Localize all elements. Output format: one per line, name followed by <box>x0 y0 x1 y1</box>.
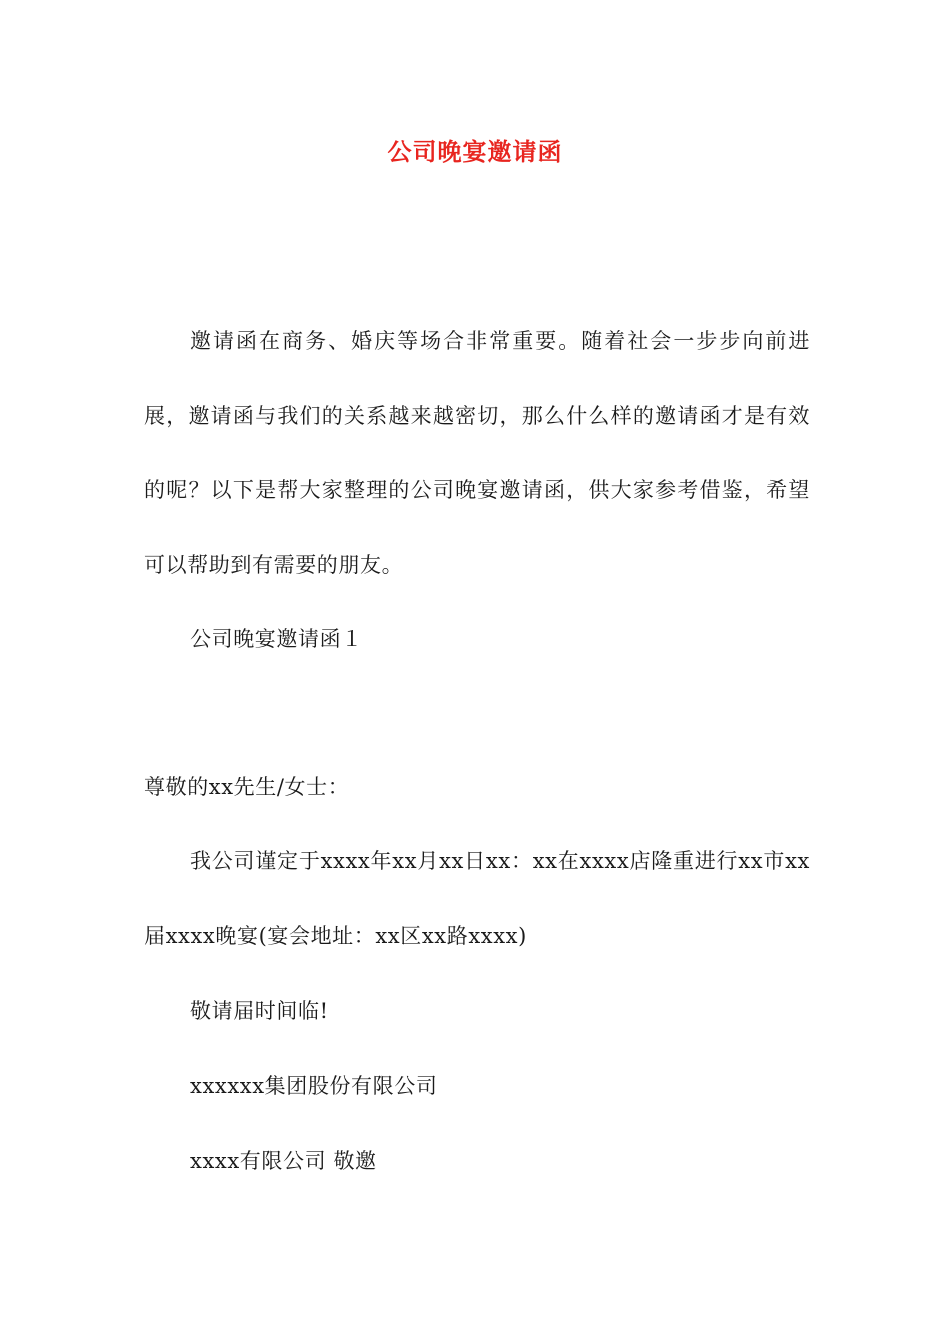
signature-block-1 <box>144 1049 810 1124</box>
signature-company-2: xxxx有限公司 敬邀 <box>190 1149 377 1173</box>
invitation-block <box>144 824 810 973</box>
signature-block-2 <box>144 1124 810 1199</box>
salutation-text: 尊敬的xx先生/女士： <box>144 775 350 799</box>
invitation-text: 我公司谨定于xxxx年xx月xx日xx：xx在xxxx店隆重进行xx市xx届xxxx晚宴(宴会地址：xx区xx路xxxx) <box>144 849 810 948</box>
intro-paragraph: 邀请函在商务、婚庆等场合非常重要。随着社会一步步向前进展，邀请函与我们的关系越来越密切，那么什么样的邀请函才是有效的呢？以下是帮大家整理的公司晚宴邀请函，供大家参考借鉴，希望可以帮助到有需要的朋友。 <box>144 329 810 577</box>
closing-block <box>144 974 810 1049</box>
document-title: 公司晚宴邀请函 <box>387 137 563 166</box>
salutation-block <box>144 750 810 825</box>
intro-block <box>144 304 810 602</box>
section-heading: 公司晚宴邀请函１ <box>190 627 363 651</box>
signature-company-1: xxxxxx集团股份有限公司 <box>190 1074 438 1098</box>
section-heading-block <box>144 602 810 677</box>
closing-text: 敬请届时间临! <box>190 999 329 1023</box>
